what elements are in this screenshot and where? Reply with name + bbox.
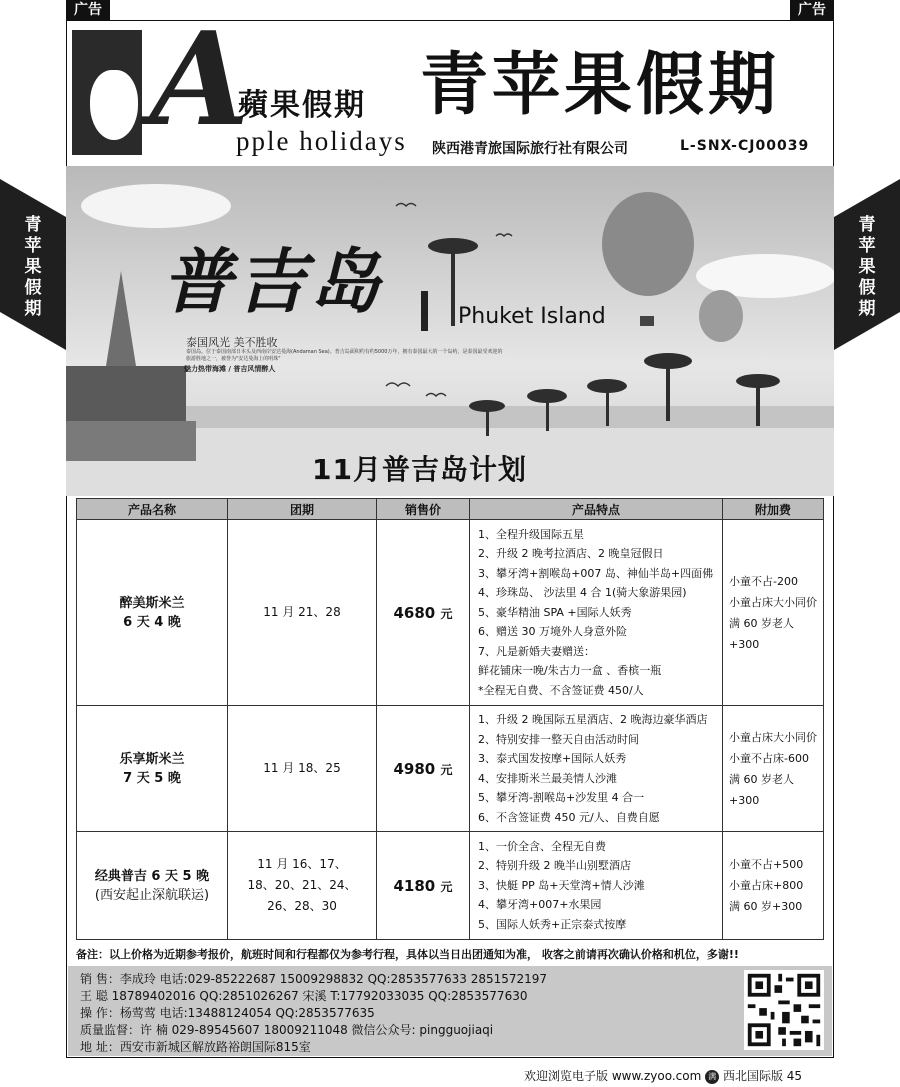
sale-price: 4680 元 xyxy=(377,520,470,706)
ad-tag-left: 广告 xyxy=(66,0,110,20)
side-tab-right: 青 苹 果 假 期 xyxy=(834,160,900,350)
ad-tag-right: 广告 xyxy=(790,0,834,20)
product-table xyxy=(76,498,824,940)
header-cell: 产品名称 xyxy=(77,499,228,520)
logo-c-block xyxy=(72,30,142,155)
agency-name: 陕西港青旅国际旅行社有限公司 xyxy=(432,141,628,157)
tour-dates: 11 月 18、25 xyxy=(228,706,377,832)
product-name: 乐享斯米兰 7 天 5 晚 xyxy=(77,706,228,832)
temple-spire-icon xyxy=(106,271,136,366)
side-tab-left: 青 苹 果 假 期 xyxy=(0,160,66,350)
header-cell: 附加费 xyxy=(723,499,824,520)
header-cell: 团期 xyxy=(228,499,377,520)
contact-sales-2: 王 聪 18789402016 QQ:2851026267 宋溪 T:17792033035 QQ:2853577630 xyxy=(80,989,528,1003)
product-name: 经典普吉 6 天 5 晚 (西安起止深航联运) xyxy=(77,832,228,940)
hot-air-balloon-icon xyxy=(699,290,743,342)
page-footer xyxy=(524,1067,802,1084)
contact-address: 地 址：西安市新城区解放路裕朗国际815室 xyxy=(80,1040,311,1054)
table-row xyxy=(77,706,824,832)
logo-letter: A xyxy=(150,5,250,155)
banner xyxy=(66,166,834,496)
table-row xyxy=(77,832,824,940)
tour-dates: 11 月 21、28 xyxy=(228,520,377,706)
product-features: 1、全程升级国际五星 2、升级 2 晚考拉酒店、2 晚皇冠假日 3、攀牙湾+割喉岛+007 岛、神仙半岛+四面佛 4、珍珠岛、 沙法里 4 合 1(骑大象游果园) 5、豪华精油 SPA +国际人妖秀 6、赠送 30 万境外人身意外险 7、凡是新婚夫妻赠送： 鲜花铺床一晚/朱古力一盒 、香槟一瓶 *全程无自费、不含签证费 450/人 xyxy=(470,520,723,706)
table-row xyxy=(77,520,824,706)
brand-english: pple holidays xyxy=(236,126,407,156)
extra-fees: 小童不占-200 小童占床大小同价 满 60 岁老人+300 xyxy=(723,520,824,706)
banner-subtitle: 泰国风光 美不胜收 xyxy=(186,336,278,349)
cloud-icon xyxy=(81,184,231,228)
sale-price: 4980 元 xyxy=(377,706,470,832)
brand-title: 青苹果假期 xyxy=(420,46,781,125)
plan-title: 11月普吉岛计划 xyxy=(312,453,527,486)
extra-fees: 小童占床大小同价 小童不占床-600 满 60 岁老人+300 xyxy=(723,706,824,832)
contact-operation: 操 作：杨莺莺 电话:13488124054 QQ:2853577635 xyxy=(80,1006,375,1020)
license-number: L-SNX-CJ00039 xyxy=(680,138,810,154)
qr-code-icon xyxy=(744,970,824,1050)
contact-sales: 销 售：李成玲 电话:029-85222687 15009298832 QQ:2853577633 2851572197 xyxy=(80,972,548,986)
banner-scenery xyxy=(66,166,834,496)
banner-title-en: Phuket Island xyxy=(458,304,606,329)
header-cell: 销售价 xyxy=(377,499,470,520)
birds-icon xyxy=(386,204,512,397)
banner-fine-print: 泰国岛。位于泰国南部日本头及西南岸安达曼海(Andaman Sea)。普吉岛面积约有约5000万年，拥有泰国最大的一个岛屿，是泰国最受欢迎的旅游胜地之一，被誉为"安达曼海上的明珠" xyxy=(186,349,503,362)
apple-logo-icon xyxy=(90,70,138,140)
remark-note: 备注：以上价格为近期参考报价，航班时间和行程都仅为参考行程，具体以当日出团通知为准， 收客之前请再次确认价格和机位，多谢!! xyxy=(76,948,739,961)
temple-icon xyxy=(66,366,186,426)
contact-block xyxy=(68,966,832,1056)
tour-dates: 11 月 16、17、 18、20、21、24、 26、28、30 xyxy=(228,832,377,940)
footer-text: 欢迎浏览电子版 www.zyoo.com xyxy=(524,1069,702,1083)
product-name: 醉美斯米兰 6 天 4 晚 xyxy=(77,520,228,706)
edition-badge-icon: 满 xyxy=(705,1070,719,1084)
hot-air-balloon-icon xyxy=(602,192,694,296)
product-features: 1、升级 2 晚国际五星酒店、2 晚海边豪华酒店 2、特别安排一整天自由活动时间 3、泰式国发按摩+国际人妖秀 4、安排斯米兰最美情人沙滩 5、攀牙湾-割喉岛+沙发里 4 合一 6、不含签证费 450 元/人、自费自愿 xyxy=(470,706,723,832)
page-number: 45 xyxy=(786,1069,803,1083)
footer-edition: 西北国际版 xyxy=(722,1069,783,1083)
brand-small: 蘋果假期 xyxy=(238,88,366,123)
sale-price: 4180 元 xyxy=(377,832,470,940)
header-cell: 产品特点 xyxy=(470,499,723,520)
contact-quality: 质量监督：许 楠 029-89545607 18009211048 微信公众号: pingguojiaqi xyxy=(80,1023,494,1037)
table-header-row xyxy=(77,499,824,520)
extra-fees: 小童不占+500 小童占床+800 满 60 岁+300 xyxy=(723,832,824,940)
product-features: 1、一价全含、全程无自费 2、特别升级 2 晚半山别墅酒店 3、快艇 PP 岛+天堂湾+情人沙滩 4、攀牙湾+007+水果园 5、国际人妖秀+正宗泰式按摩 xyxy=(470,832,723,940)
banner-slogan: 魅力热带海滩 / 普吉风情醉人 xyxy=(184,365,276,373)
banner-title-cn: 普吉岛 xyxy=(162,240,384,323)
surfer-icon xyxy=(421,291,428,331)
